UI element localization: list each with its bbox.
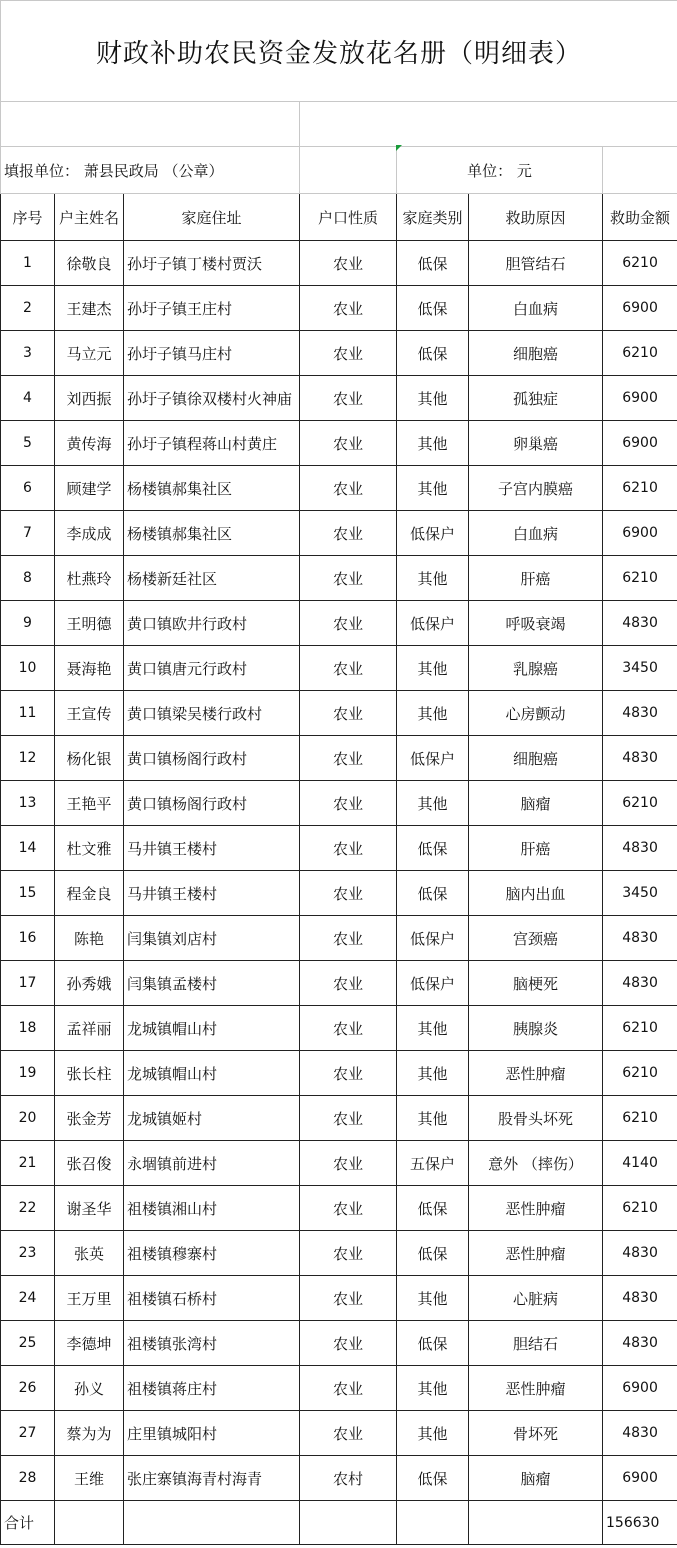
cell-address: 祖楼镇张湾村 [124, 1321, 300, 1366]
cell-hukou: 农业 [300, 1276, 397, 1321]
cell-name: 聂海艳 [55, 646, 124, 691]
table-row [1, 1276, 677, 1321]
cell-category: 其他 [397, 376, 469, 421]
cell-address: 张庄寨镇海青村海青 [124, 1456, 300, 1501]
table-row [1, 1006, 677, 1051]
cell-reason: 宫颈癌 [469, 916, 603, 961]
cell-address: 黄口镇梁吴楼行政村 [124, 691, 300, 736]
cell-hukou: 农业 [300, 1141, 397, 1186]
col-header-no: 序号 [1, 194, 55, 241]
cell-name: 程金良 [55, 871, 124, 916]
cell-amount: 4830 [603, 1321, 677, 1366]
table-row [1, 1096, 677, 1141]
blank-cell [300, 102, 677, 147]
cell-address: 孙圩子镇程蒋山村黄庄 [124, 421, 300, 466]
currency-unit-label: 单位： 元 [397, 147, 603, 194]
blank-cell [55, 1501, 124, 1545]
table-row [1, 1366, 677, 1411]
table-row [1, 1231, 677, 1276]
reporting-unit-label: 填报单位： 萧县民政局 （公章） [1, 147, 300, 194]
cell-amount: 6900 [603, 376, 677, 421]
cell-reason: 骨坏死 [469, 1411, 603, 1456]
cell-address: 祖楼镇石桥村 [124, 1276, 300, 1321]
cell-category: 五保户 [397, 1141, 469, 1186]
cell-hukou: 农业 [300, 466, 397, 511]
cell-name: 孙秀娥 [55, 961, 124, 1006]
cell-name: 李德坤 [55, 1321, 124, 1366]
cell-category: 其他 [397, 1276, 469, 1321]
cell-amount: 4830 [603, 1411, 677, 1456]
cell-address: 祖楼镇湘山村 [124, 1186, 300, 1231]
cell-hukou: 农业 [300, 1051, 397, 1096]
cell-amount: 6210 [603, 1006, 677, 1051]
cell-category: 其他 [397, 1006, 469, 1051]
cell-address: 黄口镇欧井行政村 [124, 601, 300, 646]
cell-hukou: 农业 [300, 286, 397, 331]
cell-name: 张金芳 [55, 1096, 124, 1141]
cell-category: 其他 [397, 1096, 469, 1141]
cell-name: 王万里 [55, 1276, 124, 1321]
cell-hukou: 农业 [300, 871, 397, 916]
cell-reason: 脑内出血 [469, 871, 603, 916]
cell-category: 低保 [397, 826, 469, 871]
cell-amount: 6210 [603, 1186, 677, 1231]
cell-address: 龙城镇帽山村 [124, 1006, 300, 1051]
cell-reason: 恶性肿瘤 [469, 1231, 603, 1276]
cell-hukou: 农业 [300, 781, 397, 826]
cell-hukou: 农业 [300, 826, 397, 871]
cell-reason: 胰腺炎 [469, 1006, 603, 1051]
cell-amount: 4140 [603, 1141, 677, 1186]
table-row [1, 511, 677, 556]
cell-name: 王艳平 [55, 781, 124, 826]
cell-hukou: 农业 [300, 241, 397, 286]
blank-cell [397, 1501, 469, 1545]
cell-amount: 4830 [603, 601, 677, 646]
table-row [1, 421, 677, 466]
cell-reason: 胆管结石 [469, 241, 603, 286]
cell-no: 22 [1, 1186, 55, 1231]
cell-reason: 脑梗死 [469, 961, 603, 1006]
cell-no: 28 [1, 1456, 55, 1501]
cell-hukou: 农业 [300, 601, 397, 646]
cell-no: 4 [1, 376, 55, 421]
cell-reason: 胆结石 [469, 1321, 603, 1366]
cell-address: 杨楼镇郝集社区 [124, 511, 300, 556]
cell-category: 低保 [397, 1321, 469, 1366]
cell-hukou: 农业 [300, 691, 397, 736]
cell-name: 孙义 [55, 1366, 124, 1411]
cell-amount: 3450 [603, 871, 677, 916]
cell-category: 其他 [397, 1366, 469, 1411]
cell-reason: 肝癌 [469, 556, 603, 601]
cell-no: 13 [1, 781, 55, 826]
cell-name: 杜燕玲 [55, 556, 124, 601]
cell-reason: 细胞癌 [469, 331, 603, 376]
cell-amount: 6900 [603, 1366, 677, 1411]
cell-name: 王宣传 [55, 691, 124, 736]
cell-comment-marker [396, 145, 402, 151]
cell-address: 祖楼镇穆寨村 [124, 1231, 300, 1276]
cell-no: 8 [1, 556, 55, 601]
cell-category: 其他 [397, 691, 469, 736]
cell-category: 其他 [397, 1411, 469, 1456]
cell-address: 黄口镇杨阁行政村 [124, 736, 300, 781]
cell-no: 16 [1, 916, 55, 961]
table-row [1, 871, 677, 916]
cell-address: 杨楼镇郝集社区 [124, 466, 300, 511]
cell-no: 6 [1, 466, 55, 511]
blank-cell [300, 147, 397, 194]
cell-no: 23 [1, 1231, 55, 1276]
cell-reason: 孤独症 [469, 376, 603, 421]
cell-no: 11 [1, 691, 55, 736]
cell-reason: 心脏病 [469, 1276, 603, 1321]
cell-category: 其他 [397, 646, 469, 691]
cell-no: 24 [1, 1276, 55, 1321]
blank-cell [124, 1501, 300, 1545]
cell-hukou: 农业 [300, 1411, 397, 1456]
blank-cell [603, 147, 677, 194]
cell-category: 其他 [397, 421, 469, 466]
cell-no: 9 [1, 601, 55, 646]
cell-no: 19 [1, 1051, 55, 1096]
table-row [1, 781, 677, 826]
cell-address: 黄口镇唐元行政村 [124, 646, 300, 691]
table-row [1, 556, 677, 601]
cell-hukou: 农业 [300, 331, 397, 376]
total-amount: 156630 [603, 1501, 677, 1545]
table-row [1, 736, 677, 781]
cell-no: 1 [1, 241, 55, 286]
cell-address: 龙城镇帽山村 [124, 1051, 300, 1096]
table-row [1, 1411, 677, 1456]
cell-reason: 恶性肿瘤 [469, 1366, 603, 1411]
cell-reason: 脑瘤 [469, 1456, 603, 1501]
cell-amount: 3450 [603, 646, 677, 691]
cell-reason: 脑瘤 [469, 781, 603, 826]
cell-address: 黄口镇杨阁行政村 [124, 781, 300, 826]
cell-hukou: 农业 [300, 1186, 397, 1231]
cell-hukou: 农业 [300, 1006, 397, 1051]
blank-cell [300, 1501, 397, 1545]
cell-no: 3 [1, 331, 55, 376]
col-header-category: 家庭类别 [397, 194, 469, 241]
cell-name: 李成成 [55, 511, 124, 556]
cell-no: 18 [1, 1006, 55, 1051]
cell-name: 徐敬良 [55, 241, 124, 286]
cell-reason: 恶性肿瘤 [469, 1186, 603, 1231]
cell-category: 低保户 [397, 511, 469, 556]
cell-reason: 子宫内膜癌 [469, 466, 603, 511]
cell-name: 马立元 [55, 331, 124, 376]
cell-category: 低保 [397, 1456, 469, 1501]
cell-amount: 6210 [603, 1096, 677, 1141]
cell-reason: 呼吸衰竭 [469, 601, 603, 646]
blank-row [1, 102, 677, 147]
cell-hukou: 农业 [300, 916, 397, 961]
table-row [1, 691, 677, 736]
cell-reason: 细胞癌 [469, 736, 603, 781]
cell-reason: 恶性肿瘤 [469, 1051, 603, 1096]
cell-amount: 6900 [603, 421, 677, 466]
table-row [1, 826, 677, 871]
cell-no: 12 [1, 736, 55, 781]
cell-reason: 意外 （摔伤） [469, 1141, 603, 1186]
cell-no: 2 [1, 286, 55, 331]
cell-no: 7 [1, 511, 55, 556]
cell-hukou: 农业 [300, 1096, 397, 1141]
cell-amount: 6210 [603, 241, 677, 286]
cell-name: 孟祥丽 [55, 1006, 124, 1051]
cell-address: 庄里镇城阳村 [124, 1411, 300, 1456]
table-row [1, 961, 677, 1006]
cell-amount: 4830 [603, 1231, 677, 1276]
cell-name: 顾建学 [55, 466, 124, 511]
cell-name: 蔡为为 [55, 1411, 124, 1456]
cell-no: 25 [1, 1321, 55, 1366]
cell-category: 低保 [397, 286, 469, 331]
cell-category: 低保 [397, 871, 469, 916]
cell-amount: 6210 [603, 331, 677, 376]
cell-category: 低保户 [397, 601, 469, 646]
cell-hukou: 农业 [300, 961, 397, 1006]
cell-category: 其他 [397, 1051, 469, 1096]
cell-name: 黄传海 [55, 421, 124, 466]
table-row [1, 1141, 677, 1186]
table-row [1, 1186, 677, 1231]
cell-amount: 6210 [603, 466, 677, 511]
cell-address: 永堌镇前进村 [124, 1141, 300, 1186]
cell-hukou: 农业 [300, 556, 397, 601]
cell-category: 其他 [397, 781, 469, 826]
blank-cell [469, 1501, 603, 1545]
cell-address: 孙圩子镇马庄村 [124, 331, 300, 376]
cell-category: 低保 [397, 1186, 469, 1231]
cell-hukou: 农业 [300, 421, 397, 466]
table-row [1, 1456, 677, 1501]
cell-no: 10 [1, 646, 55, 691]
cell-hukou: 农村 [300, 1456, 397, 1501]
col-header-address: 家庭住址 [124, 194, 300, 241]
cell-no: 20 [1, 1096, 55, 1141]
cell-address: 马井镇王楼村 [124, 871, 300, 916]
cell-address: 闫集镇孟楼村 [124, 961, 300, 1006]
cell-no: 26 [1, 1366, 55, 1411]
table-row [1, 241, 677, 286]
cell-address: 马井镇王楼村 [124, 826, 300, 871]
cell-amount: 4830 [603, 736, 677, 781]
cell-amount: 4830 [603, 916, 677, 961]
cell-reason: 股骨头坏死 [469, 1096, 603, 1141]
cell-category: 其他 [397, 556, 469, 601]
cell-name: 陈艳 [55, 916, 124, 961]
cell-address: 孙圩子镇丁楼村贾沃 [124, 241, 300, 286]
cell-name: 杜文雅 [55, 826, 124, 871]
total-label: 合计 [1, 1501, 55, 1545]
cell-name: 刘西振 [55, 376, 124, 421]
cell-reason: 白血病 [469, 286, 603, 331]
cell-hukou: 农业 [300, 646, 397, 691]
cell-name: 谢圣华 [55, 1186, 124, 1231]
cell-amount: 6210 [603, 556, 677, 601]
cell-hukou: 农业 [300, 1231, 397, 1276]
col-header-amount: 救助金额 [603, 194, 677, 241]
cell-reason: 肝癌 [469, 826, 603, 871]
cell-amount: 6210 [603, 781, 677, 826]
cell-no: 5 [1, 421, 55, 466]
page-title: 财政补助农民资金发放花名册（明细表） [1, 1, 677, 102]
table-row [1, 916, 677, 961]
cell-name: 王建杰 [55, 286, 124, 331]
cell-no: 27 [1, 1411, 55, 1456]
cell-category: 低保 [397, 1231, 469, 1276]
cell-name: 王明德 [55, 601, 124, 646]
cell-hukou: 农业 [300, 376, 397, 421]
cell-hukou: 农业 [300, 1321, 397, 1366]
col-header-name: 户主姓名 [55, 194, 124, 241]
cell-hukou: 农业 [300, 1366, 397, 1411]
cell-amount: 6900 [603, 1456, 677, 1501]
cell-category: 低保户 [397, 961, 469, 1006]
table-row [1, 466, 677, 511]
total-row [1, 1501, 677, 1545]
cell-no: 17 [1, 961, 55, 1006]
cell-category: 低保户 [397, 916, 469, 961]
cell-address: 龙城镇姬村 [124, 1096, 300, 1141]
cell-address: 闫集镇刘店村 [124, 916, 300, 961]
col-header-reason: 救助原因 [469, 194, 603, 241]
cell-amount: 4830 [603, 691, 677, 736]
cell-hukou: 农业 [300, 736, 397, 781]
cell-hukou: 农业 [300, 511, 397, 556]
cell-amount: 6900 [603, 511, 677, 556]
info-row [1, 147, 677, 194]
cell-address: 孙圩子镇王庄村 [124, 286, 300, 331]
cell-name: 张长柱 [55, 1051, 124, 1096]
cell-name: 张英 [55, 1231, 124, 1276]
col-header-hukou: 户口性质 [300, 194, 397, 241]
cell-reason: 心房颤动 [469, 691, 603, 736]
cell-category: 低保 [397, 331, 469, 376]
table-row [1, 601, 677, 646]
cell-category: 低保户 [397, 736, 469, 781]
cell-category: 其他 [397, 466, 469, 511]
cell-name: 王维 [55, 1456, 124, 1501]
cell-reason: 卵巢癌 [469, 421, 603, 466]
cell-amount: 6900 [603, 286, 677, 331]
cell-amount: 4830 [603, 1276, 677, 1321]
cell-reason: 白血病 [469, 511, 603, 556]
table-row [1, 1321, 677, 1366]
cell-address: 祖楼镇蒋庄村 [124, 1366, 300, 1411]
header-row [1, 194, 677, 241]
cell-amount: 4830 [603, 826, 677, 871]
cell-name: 张召俊 [55, 1141, 124, 1186]
cell-reason: 乳腺癌 [469, 646, 603, 691]
table-row [1, 1051, 677, 1096]
cell-address: 孙圩子镇徐双楼村火神庙 [124, 376, 300, 421]
cell-amount: 4830 [603, 961, 677, 1006]
table-row [1, 286, 677, 331]
table-row [1, 376, 677, 421]
cell-no: 21 [1, 1141, 55, 1186]
cell-amount: 6210 [603, 1051, 677, 1096]
cell-no: 14 [1, 826, 55, 871]
blank-cell [1, 102, 300, 147]
cell-no: 15 [1, 871, 55, 916]
cell-name: 杨化银 [55, 736, 124, 781]
table-row [1, 646, 677, 691]
table-row [1, 331, 677, 376]
cell-address: 杨楼新廷社区 [124, 556, 300, 601]
cell-category: 低保 [397, 241, 469, 286]
